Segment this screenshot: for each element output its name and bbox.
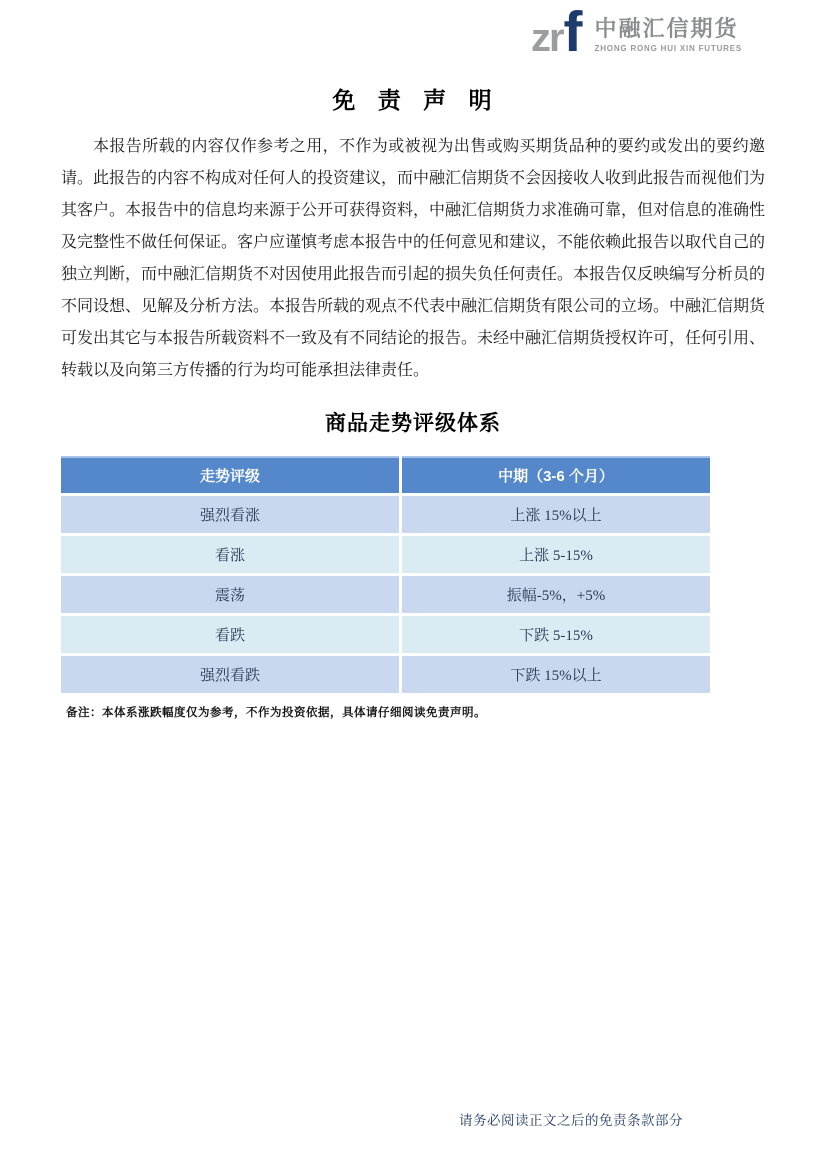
table-cell-rating: 看涨	[61, 536, 399, 573]
section-title: 商品走势评级体系	[325, 412, 501, 435]
header-cell-midterm: 中期（3-6 个月）	[402, 456, 710, 493]
table-row	[61, 536, 710, 573]
logo-company-name-en: ZHONG RONG HUI XIN FUTURES	[594, 44, 742, 54]
table-cell-rating: 看跌	[61, 616, 399, 653]
company-logo	[530, 0, 742, 64]
header-cell-rating: 走势评级	[61, 456, 399, 493]
page-title: 免 责 声 明	[332, 87, 494, 113]
table-cell-range: 上涨 5-15%	[402, 536, 710, 573]
table-cell-range: 振幅-5%，+5%	[402, 576, 710, 613]
table-cell-rating: 强烈看涨	[61, 496, 399, 533]
zrf-logo-icon	[530, 0, 583, 64]
disclaimer-paragraph: 本报告所载的内容仅作参考之用，不作为或被视为出售或购买期货品种的要约或发出的要约邀请。此报告的内容不构成对任何人的投资建议，而中融汇信期货不会因接收人收到此报告而视他们为其客户。本报告中的信息均来源于公开可获得资料，中融汇信期货力求准确可靠，但对信息的准确性及完整性不做任何保证。客户应谨慎考虑本报告中的任何意见和建议，不能依赖此报告以取代自己的独立判断，而中融汇信期货不对因使用此报告而引起的损失负任何责任。本报告仅反映编写分析员的不同设想、见解及分析方法。本报告所载的观点不代表中融汇信期货有限公司的立场。中融汇信期货可发出其它与本报告所载资料不一致及有不同结论的报告。未经中融汇信期货授权许可，任何引用、转载以及向第三方传播的行为均可能承担法律责任。	[61, 138, 766, 379]
table-row	[61, 496, 710, 533]
table-cell-rating: 强烈看跌	[61, 656, 399, 693]
table-cell-range: 下跌 15%以上	[402, 656, 710, 693]
footer-disclaimer-reminder: 请务必阅读正文之后的免责条款部分	[459, 1113, 683, 1128]
table-header-row	[61, 456, 710, 493]
logo-f-letter: f	[563, 0, 583, 64]
logo-text	[595, 17, 742, 53]
table-cell-range: 上涨 15%以上	[402, 496, 710, 533]
table-cell-rating: 震荡	[61, 576, 399, 613]
table-row	[61, 576, 710, 613]
logo-company-name-cn: 中融汇信期货	[594, 15, 739, 41]
table-note: 备注：本体系涨跌幅度仅为参考，不作为投资依据，具体请仔细阅读免责声明。	[66, 707, 486, 719]
table-row	[61, 616, 710, 653]
table-cell-range: 下跌 5-15%	[402, 616, 710, 653]
logo-zr-letters: zr	[530, 16, 563, 61]
table-row	[61, 656, 710, 693]
rating-table	[58, 453, 713, 696]
